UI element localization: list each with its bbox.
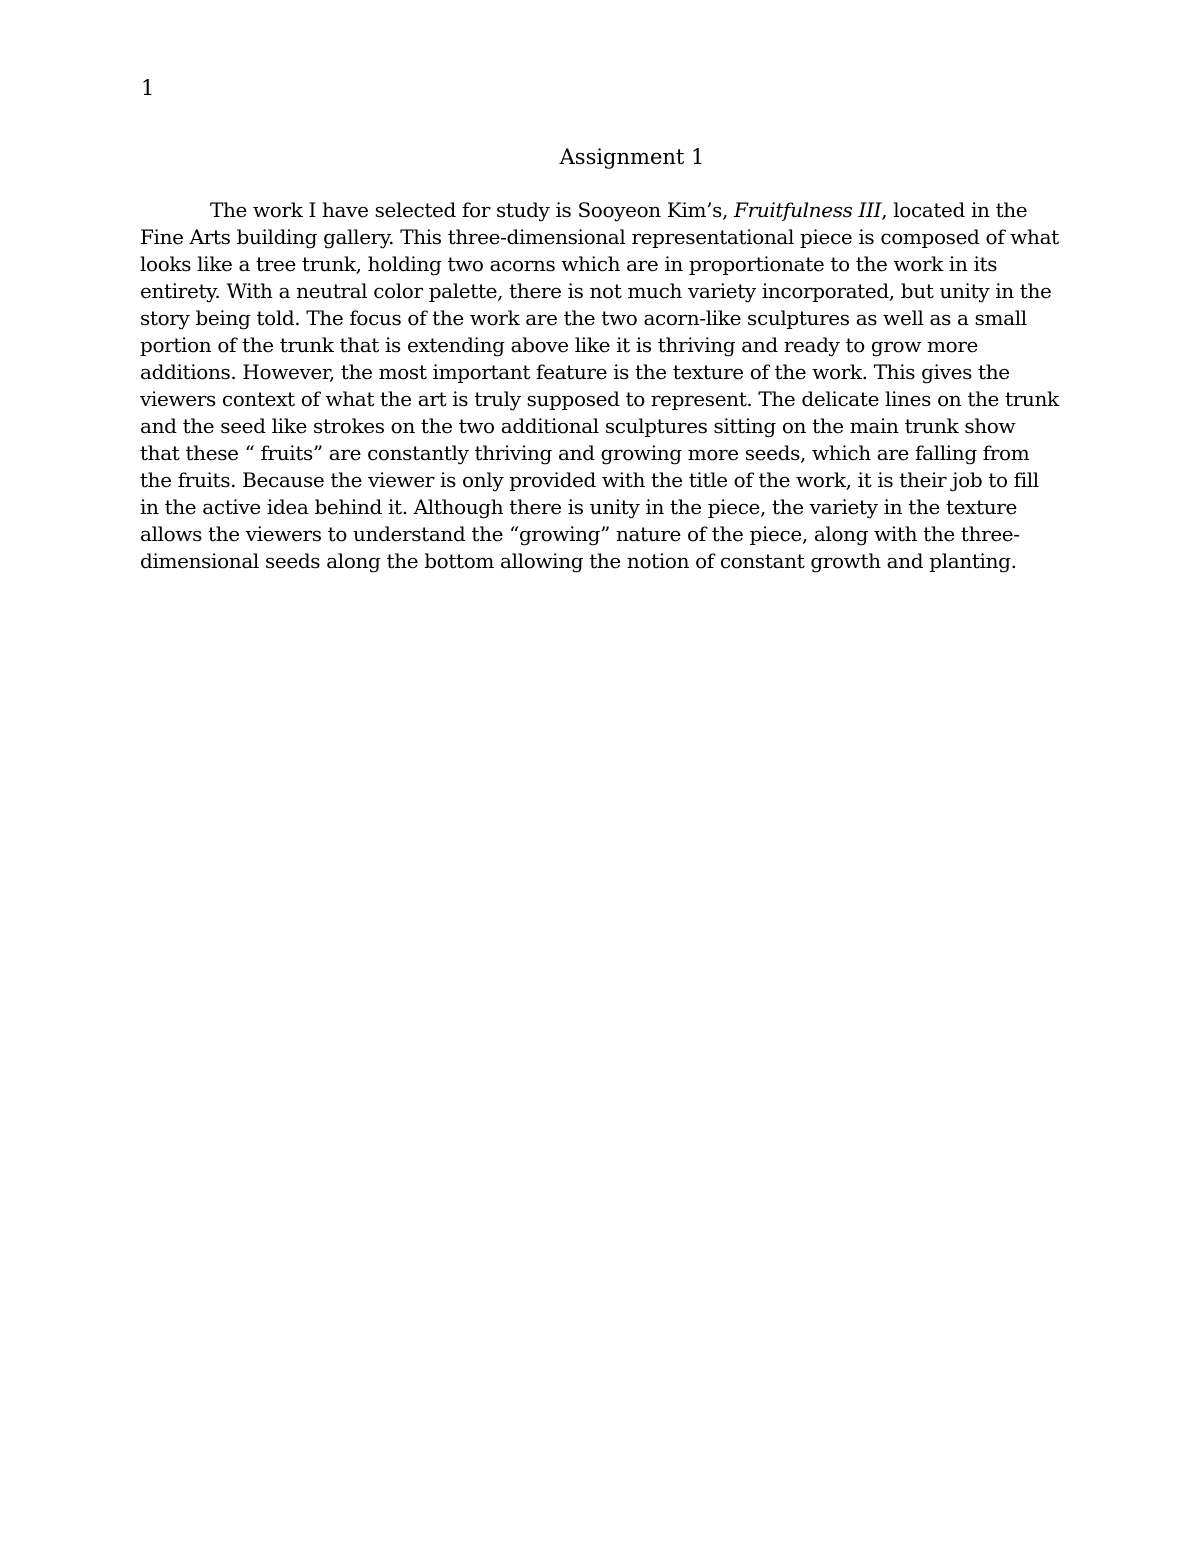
document-title: Assignment 1 (559, 145, 705, 169)
paragraph-text-rest: , located in the Fine Arts building gallery. This three-dimensional representational piece is composed of what looks like a tree trunk, holding two acorns which are in proportionate to the work in its entirety. With a neutral color palette, there is not much variety incorporated, but unity in the story being told. The focus of the work are the two acorn-like sculptures as well as a small portion of the trunk that is extending above like it is thriving and ready to grow more additions. However, the most important feature is the texture of the work. This gives the viewers context of what the art is truly supposed to represent. The delicate lines on the trunk and the seed like strokes on the two additional sculptures sitting on the main trunk show that these “ fruits” are constantly thriving and growing more seeds, which are falling from the fruits. Because the viewer is only provided with the title of the work, it is their job to fill in the active idea behind it. Although there is unity in the piece, the variety in the texture allows the viewers to understand the “growing” nature of the piece, along with the three-dimensional seeds along the bottom allowing the notion of constant growth and planting. (140, 198, 1059, 573)
body-paragraph (140, 197, 1060, 575)
artwork-title: Fruitfulness III (734, 198, 882, 222)
paragraph-text-start: The work I have selected for study is Sooyeon Kim’s, (210, 198, 735, 222)
page-number: 1 (141, 76, 155, 100)
